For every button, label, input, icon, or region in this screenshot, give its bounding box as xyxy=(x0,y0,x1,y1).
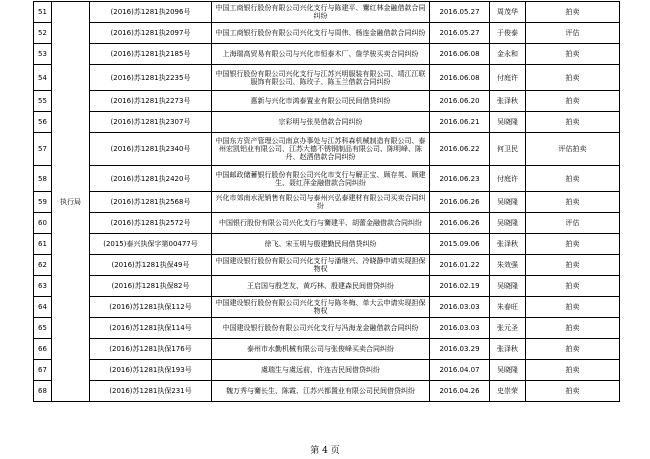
row-number-cell: 51 xyxy=(34,2,52,23)
date-cell: 2016.02.19 xyxy=(430,276,490,297)
case-parties-cell: 中国银行股份有限公司兴化支行与江苏兴明服装有限公司、靖江江联服饰有限公司、陈玫子、陈玉兰借款合同纠纷 xyxy=(212,65,430,91)
case-number-cell: (2015)泰兴执保字第00477号 xyxy=(90,234,212,255)
row-number-cell: 67 xyxy=(34,360,52,381)
officer-cell: 吴晓隆 xyxy=(490,360,526,381)
case-parties-cell: 中国银行股份有限公司兴化支行与騫建平、胡蕾金融借款合同纠纷 xyxy=(212,213,430,234)
table-row xyxy=(34,297,620,318)
action-cell: 拍卖 xyxy=(526,192,620,213)
case-parties-cell: 魏万秀与騫长生、陈霞、江苏兴都置业有限公司民间借贷纠纷 xyxy=(212,381,430,402)
case-number-cell: (2016)苏1281执保82号 xyxy=(90,276,212,297)
case-number-cell: (2016)苏1281执2185号 xyxy=(90,44,212,65)
case-number-cell: (2016)苏1281执保176号 xyxy=(90,339,212,360)
case-number-cell: (2016)苏1281执保231号 xyxy=(90,381,212,402)
officer-cell: 史崇荣 xyxy=(490,381,526,402)
action-cell: 拍卖 xyxy=(526,234,620,255)
case-parties-cell: 中国邮政储蓄银行股份有限公司兴化市支行与解正宝、顾存英、顾建生、聂红萍金融借款合同纠纷 xyxy=(212,166,430,192)
date-cell: 2015.09.06 xyxy=(430,234,490,255)
table-row xyxy=(34,339,620,360)
case-number-cell: (2016)苏1281执2568号 xyxy=(90,192,212,213)
date-cell: 2016.06.23 xyxy=(430,166,490,192)
case-number-cell: (2016)苏1281执保112号 xyxy=(90,297,212,318)
date-cell: 2016.06.21 xyxy=(430,112,490,133)
officer-cell: 金永和 xyxy=(490,44,526,65)
date-cell: 2016.06.08 xyxy=(430,65,490,91)
officer-cell: 张泽秋 xyxy=(490,339,526,360)
page-number: 第 4 页 xyxy=(310,446,340,456)
date-cell: 2016.01.22 xyxy=(430,255,490,276)
table-row xyxy=(34,44,620,65)
case-number-cell: (2016)苏1281执2273号 xyxy=(90,91,212,112)
case-number-cell: (2016)苏1281执保193号 xyxy=(90,360,212,381)
case-number-cell: (2016)苏1281执2097号 xyxy=(90,23,212,44)
row-number-cell: 63 xyxy=(34,276,52,297)
date-cell: 2016.03.03 xyxy=(430,318,490,339)
table-row xyxy=(34,381,620,402)
officer-cell: 付庭许 xyxy=(490,65,526,91)
date-cell: 2016.06.08 xyxy=(430,44,490,65)
case-parties-cell: 中国建设银行股份有限公司兴化支行与陈冬梅、单大云申请实现担保物权 xyxy=(212,297,430,318)
case-number-cell: (2016)苏1281执保49号 xyxy=(90,255,212,276)
row-number-cell: 68 xyxy=(34,381,52,402)
officer-cell: 朱效强 xyxy=(490,255,526,276)
action-cell: 拍卖 xyxy=(526,360,620,381)
row-number-cell: 52 xyxy=(34,23,52,44)
case-parties-cell: 惠新与兴化市鸿泰置业有限公司民间借贷纠纷 xyxy=(212,91,430,112)
row-number-cell: 62 xyxy=(34,255,52,276)
date-cell: 2016.06.26 xyxy=(430,213,490,234)
case-parties-cell: 兴化市郊南水泥销售有限公司与泰州兴弘泰建材有限公司买卖合同纠纷 xyxy=(212,192,430,213)
row-number-cell: 55 xyxy=(34,91,52,112)
row-number-cell: 60 xyxy=(34,213,52,234)
officer-cell: 吴晓隆 xyxy=(490,276,526,297)
action-cell: 拍卖 xyxy=(526,255,620,276)
case-table xyxy=(33,1,620,402)
action-cell: 拍卖 xyxy=(526,339,620,360)
case-parties-cell: 虞瑞生与虞远前、许连吉民间借贷纠纷 xyxy=(212,360,430,381)
case-parties-cell: 中国东方资产管理公司南京办事处与江苏科森机械制造有限公司、泰州宏凯铝业有限公司、江苏大德不锈钢制品有限公司、陈明峰、陈丹、赵洒借款合同纠纷 xyxy=(212,133,430,166)
case-number-cell: (2016)苏1281执2307号 xyxy=(90,112,212,133)
date-cell: 2016.03.29 xyxy=(430,339,490,360)
date-cell: 2016.04.26 xyxy=(430,381,490,402)
action-cell: 评估 xyxy=(526,213,620,234)
action-cell: 拍卖 xyxy=(526,276,620,297)
table-row xyxy=(34,112,620,133)
date-cell: 2016.03.03 xyxy=(430,297,490,318)
table-row xyxy=(34,192,620,213)
officer-cell: 付庭许 xyxy=(490,166,526,192)
officer-cell: 周茂华 xyxy=(490,2,526,23)
table-row xyxy=(34,213,620,234)
case-number-cell: (2016)苏1281执2340号 xyxy=(90,133,212,166)
date-cell: 2016.05.27 xyxy=(430,2,490,23)
officer-cell: 张元圣 xyxy=(490,318,526,339)
officer-cell: 吴晓隆 xyxy=(490,192,526,213)
case-number-cell: (2016)苏1281执2235号 xyxy=(90,65,212,91)
row-number-cell: 57 xyxy=(34,133,52,166)
action-cell: 拍卖 xyxy=(526,44,620,65)
action-cell: 拍卖 xyxy=(526,2,620,23)
case-number-cell: (2016)苏1281执2420号 xyxy=(90,166,212,192)
date-cell: 2016.06.22 xyxy=(430,133,490,166)
table-row xyxy=(34,276,620,297)
date-cell: 2016.06.26 xyxy=(430,192,490,213)
table-row xyxy=(34,360,620,381)
date-cell: 2016.04.07 xyxy=(430,360,490,381)
case-number-cell: (2016)苏1281执2096号 xyxy=(90,2,212,23)
case-parties-cell: 中国工商银行股份有限公司兴化支行与周伟、杨连金融借款合同纠纷 xyxy=(212,23,430,44)
table-row xyxy=(34,91,620,112)
table-row xyxy=(34,133,620,166)
date-cell: 2016.06.20 xyxy=(430,91,490,112)
action-cell: 拍卖 xyxy=(526,166,620,192)
table-row xyxy=(34,255,620,276)
case-number-cell: (2016)苏1281执保114号 xyxy=(90,318,212,339)
row-number-cell: 64 xyxy=(34,297,52,318)
officer-cell: 张泽秋 xyxy=(490,234,526,255)
row-number-cell: 65 xyxy=(34,318,52,339)
action-cell: 拍卖 xyxy=(526,65,620,91)
case-parties-cell: 徐飞、宋玉明与殷建勤民间借贷纠纷 xyxy=(212,234,430,255)
action-cell: 拍卖 xyxy=(526,318,620,339)
table-row xyxy=(34,318,620,339)
table-row xyxy=(34,65,620,91)
action-cell: 评估 xyxy=(526,23,620,44)
case-parties-cell: 宗彩明与张昊借款合同纠纷 xyxy=(212,112,430,133)
row-number-cell: 54 xyxy=(34,65,52,91)
table-row xyxy=(34,166,620,192)
case-parties-cell: 中国建设银行股份有限公司兴化支行与冯海龙金融借款合同纠纷 xyxy=(212,318,430,339)
case-parties-cell: 王启国与殷芝友、黄巧林、殷建森民间借贷纠纷 xyxy=(212,276,430,297)
action-cell: 拍卖 xyxy=(526,297,620,318)
row-number-cell: 58 xyxy=(34,166,52,192)
officer-cell: 吴晓隆 xyxy=(490,213,526,234)
table-row xyxy=(34,2,620,23)
row-number-cell: 66 xyxy=(34,339,52,360)
date-cell: 2016.05.27 xyxy=(430,23,490,44)
case-parties-cell: 泰州市水勤机械有限公司与张俊峰买卖合同纠纷 xyxy=(212,339,430,360)
officer-cell: 朱春旺 xyxy=(490,297,526,318)
action-cell: 拍卖 xyxy=(526,91,620,112)
officer-cell: 何卫民 xyxy=(490,133,526,166)
row-number-cell: 59 xyxy=(34,192,52,213)
officer-cell: 于俊泰 xyxy=(490,23,526,44)
row-number-cell: 53 xyxy=(34,44,52,65)
department-cell: 执行局 xyxy=(52,2,90,402)
table-row xyxy=(34,234,620,255)
case-parties-cell: 中国工商银行股份有限公司兴化支行与陈建平、騫红林金融借款合同纠纷 xyxy=(212,2,430,23)
table-row xyxy=(34,23,620,44)
action-cell: 拍卖 xyxy=(526,381,620,402)
officer-cell: 张泽秋 xyxy=(490,91,526,112)
case-number-cell: (2016)苏1281执2572号 xyxy=(90,213,212,234)
row-number-cell: 56 xyxy=(34,112,52,133)
action-cell: 拍卖 xyxy=(526,112,620,133)
case-parties-cell: 上海瑞高贸易有限公司与兴化市恒泰木厂、詹学骏买卖合同纠纷 xyxy=(212,44,430,65)
row-number-cell: 61 xyxy=(34,234,52,255)
officer-cell: 吴晓隆 xyxy=(490,112,526,133)
action-cell: 评估拍卖 xyxy=(526,133,620,166)
case-parties-cell: 中国建设银行股份有限公司兴化支行与潘继兴、冷晓静申请实现担保物权 xyxy=(212,255,430,276)
